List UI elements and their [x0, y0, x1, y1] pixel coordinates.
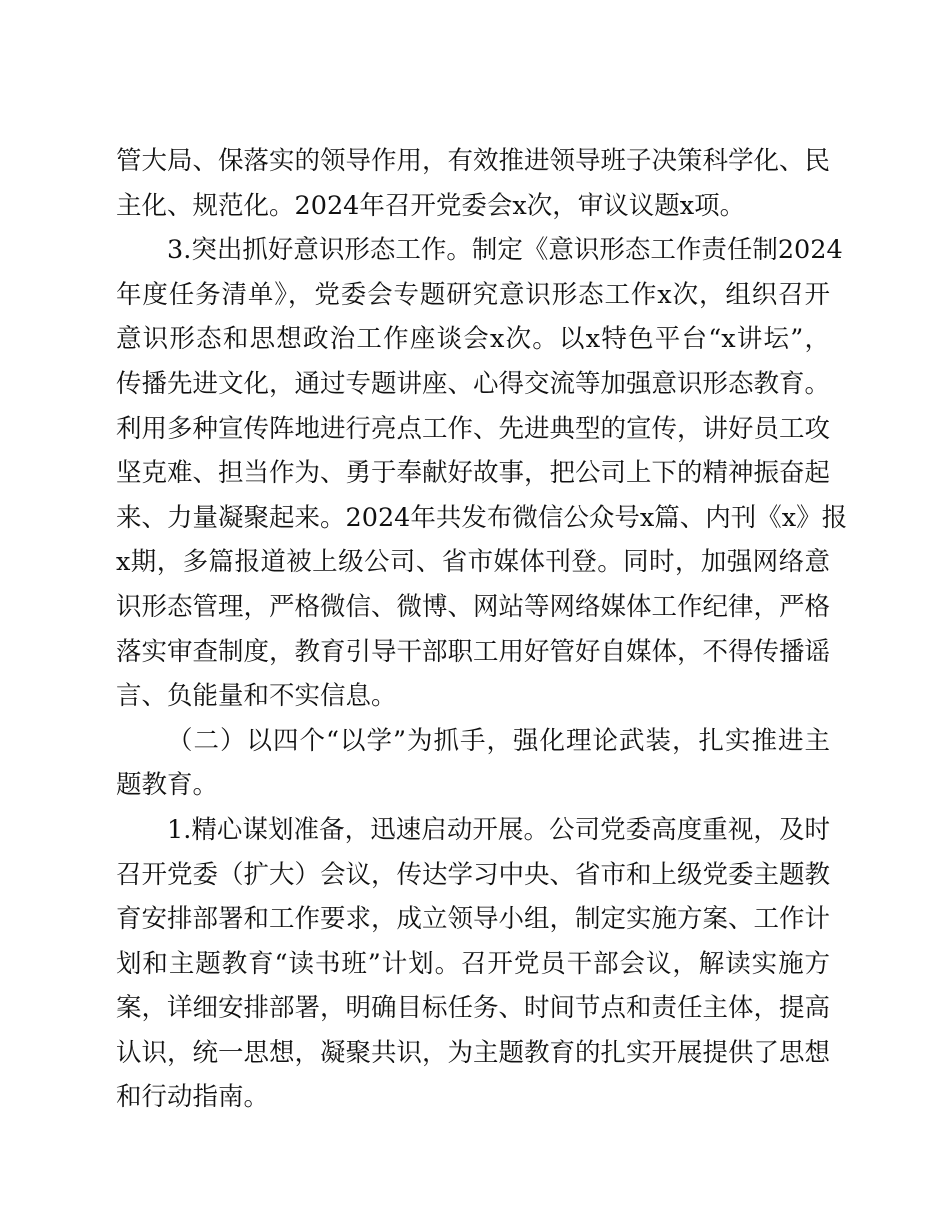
text-line: 划和主题教育“读书班”计划。召开党员干部会议，解读实施方	[116, 948, 830, 979]
text-line: 育安排部署和工作要求，成立领导小组，制定实施方案、工作计	[116, 904, 831, 935]
document-body	[116, 139, 848, 1120]
text-line: 管大局、保落实的领导作用，有效推进领导班子决策科学化、民	[116, 146, 831, 176]
text-line: 来、力量凝聚起来。2024年共发布微信公众号x篇、内刊《x》报	[116, 502, 848, 533]
text-line: 3.突出抓好意识形态工作。制定《意识形态工作责任制2024	[167, 235, 843, 266]
text-line: 召开党委（扩大）会议，传达学习中央、省市和上级党委主题教	[116, 859, 831, 890]
paragraph-item-3	[116, 228, 848, 719]
section-2-heading	[116, 719, 830, 808]
paragraph-item-1	[116, 808, 830, 1120]
text-line: 利用多种宣传阵地进行亮点工作、先进典型的宣传，讲好员工攻	[116, 413, 831, 444]
text-line: （二）以四个“以学”为抓手，强化理论武装，扎实推进主	[167, 725, 830, 756]
text-line: 题教育。	[116, 770, 219, 801]
text-line: 识形态管理，严格微信、微博、网站等网络媒体工作纪律，严格	[116, 591, 831, 622]
text-line: 认识，统一思想，凝聚共识，为主题教育的扎实开展提供了思想	[116, 1037, 831, 1068]
paragraph-continuation	[116, 139, 830, 228]
text-line: 1.精心谋划准备，迅速启动开展。公司党委高度重视，及时	[167, 814, 830, 845]
text-line: 主化、规范化。2024年召开党委会x次，审议议题x项。	[116, 190, 746, 221]
text-line: 传播先进文化，通过专题讲座、心得交流等加强意识形态教育。	[116, 368, 831, 399]
text-line: 言、负能量和不实信息。	[116, 681, 397, 712]
text-line: 和行动指南。	[116, 1082, 270, 1113]
text-line: 坚克难、担当作为、勇于奉献好故事，把公司上下的精神振奋起	[116, 458, 831, 489]
text-line: 落实审查制度，教育引导干部职工用好管好自媒体，不得传播谣	[116, 636, 831, 667]
text-line: 年度任务清单》，党委会专题研究意识形态工作x次，组织召开	[116, 279, 830, 310]
text-line: 案，详细安排部署，明确目标任务、时间节点和责任主体，提高	[116, 993, 831, 1024]
text-line: x期，多篇报道被上级公司、省市媒体刊登。同时，加强网络意	[116, 547, 830, 578]
text-line: 意识形态和思想政治工作座谈会x次。以x特色平台“x讲坛”，	[116, 324, 830, 355]
